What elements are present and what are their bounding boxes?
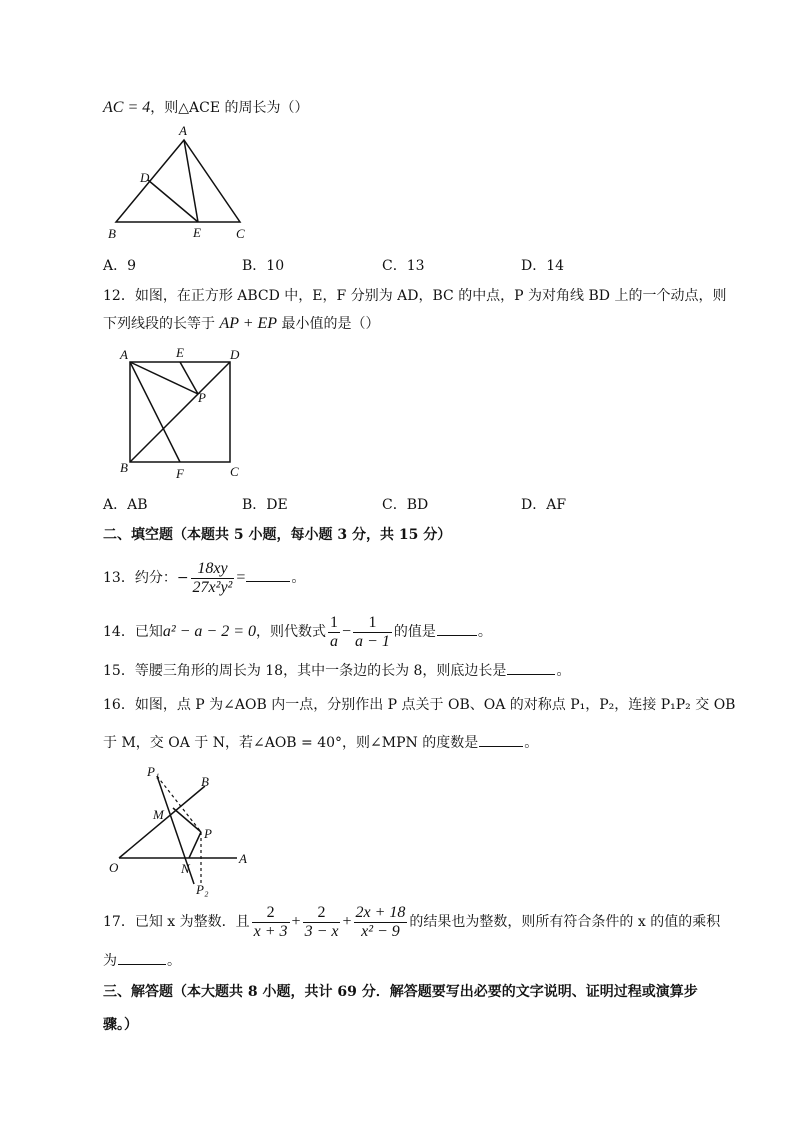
q13-answer-blank[interactable] [246, 567, 290, 582]
q14-minus: − [342, 623, 352, 640]
q17-line2 [103, 950, 181, 971]
q17-frac1-num: 2 [252, 904, 290, 923]
q17-frac1-den: x + 3 [253, 922, 288, 940]
q14-suffix: 的值是 [393, 624, 436, 640]
q11-label-a: A [179, 123, 187, 138]
q14-answer-blank[interactable] [437, 621, 477, 636]
q13-fraction [191, 560, 235, 597]
q16-answer-blank[interactable] [479, 732, 523, 747]
q16-label-p1: P₁ [147, 764, 160, 779]
q16-end: 。 [524, 735, 539, 751]
q16-label-p: P [204, 826, 212, 841]
q11-stem-text: ，则△ACE 的周长为（） [150, 100, 309, 116]
q14-frac2 [353, 614, 392, 651]
q12-line2-pre: 下列线段的长等于 [103, 316, 220, 332]
q17-prefix: 17．已知 x 为整数．且 [103, 914, 250, 930]
q17-frac3-den: x² − 9 [361, 922, 400, 940]
q16-angle-figure [103, 762, 263, 900]
q16-label-n: N [181, 861, 190, 876]
q12-option-a[interactable]: A．AB [103, 497, 148, 513]
q17-frac2-den: 3 − x [304, 922, 339, 940]
q13-frac-num: 18xy [191, 560, 235, 579]
q17-end: 。 [167, 953, 181, 969]
q11-stem [103, 98, 309, 118]
section2-title: 二、填空题（本题共 5 小题，每小题 3 分，共 15 分） [103, 527, 452, 543]
q12-label-c: C [230, 464, 239, 479]
q15 [103, 660, 570, 681]
q13-end: 。 [291, 570, 306, 586]
q17 [103, 902, 720, 942]
q11-label-c: C [236, 226, 245, 241]
q12-option-d[interactable]: D．AF [521, 497, 567, 513]
q11-option-b[interactable]: B．10 [242, 258, 285, 274]
q11-label-e: E [193, 225, 201, 240]
q14 [103, 612, 492, 652]
q11-label-d: D [140, 170, 150, 185]
q11-option-d[interactable]: D．14 [521, 258, 565, 274]
q12-label-b: B [120, 460, 128, 475]
q16-label-o: O [109, 860, 119, 875]
q17-plus2: + [342, 913, 352, 930]
q16-line2 [103, 732, 538, 753]
q15-answer-blank[interactable] [507, 660, 555, 675]
q12-square-figure [112, 342, 252, 484]
q17-line2-text: 为 [103, 953, 117, 969]
q17-answer-blank[interactable] [118, 950, 166, 965]
q13-frac-den: 27x²y² [192, 578, 233, 596]
section3-line2: 骤。） [103, 1017, 138, 1033]
q14-frac1-den: a [330, 632, 339, 650]
q11-stem-math: AC = 4 [103, 99, 151, 116]
q12-option-c[interactable]: C．BD [382, 497, 429, 513]
q17-frac3-num: 2x + 18 [355, 903, 406, 921]
q17-suffix: 的结果也为整数，则所有符合条件的 x 的值的乘积 [409, 914, 721, 930]
q15-text: 15．等腰三角形的周长为 18，其中一条边的长为 8，则底边长是 [103, 663, 507, 679]
q12-line2-post: 最小值的是（） [277, 316, 380, 332]
q13-prefix: 13．约分：− [103, 570, 189, 586]
section3-line1: 三、解答题（本大题共 8 小题，共计 69 分．解答题要写出必要的文字说明、证明过程或演算步 [103, 984, 698, 1000]
q17-frac1 [252, 904, 290, 941]
q11-option-a[interactable]: A．9 [103, 258, 137, 274]
q12-label-d: D [230, 347, 240, 362]
q14-frac1-num: 1 [330, 613, 339, 631]
q12-label-p: P [198, 390, 206, 405]
q17-frac2 [303, 904, 341, 941]
q17-frac2-num: 2 [303, 904, 341, 923]
q16-label-p2: P₂ [196, 882, 209, 897]
q14-prefix: 14．已知 [103, 624, 163, 640]
q14-mid: ，则代数式 [256, 624, 327, 640]
q16-line1: 16．如图，点 P 为∠AOB 内一点，分别作出 P 点关于 OB、OA 的对称点 P₁，P₂，连接 P₁P₂ 交 OB [103, 697, 736, 713]
q14-frac1 [328, 614, 340, 651]
q16-line2-text: 于 M，交 OA 于 N，若∠AOB = 40°，则∠MPN 的度数是 [103, 735, 479, 751]
q16-label-b: B [201, 774, 209, 789]
q16-label-a: A [239, 851, 247, 866]
q12-option-b[interactable]: B．DE [242, 497, 288, 513]
q17-plus1: + [291, 913, 301, 930]
q15-end: 。 [556, 663, 571, 679]
q14-frac2-den: a − 1 [355, 632, 390, 650]
q16-label-m: M [153, 807, 164, 822]
q12-line2-math: AP + EP [219, 315, 278, 332]
q14-frac2-num: 1 [353, 614, 392, 633]
q14-end: 。 [477, 624, 492, 640]
q12-label-e: E [176, 345, 184, 360]
q13 [103, 558, 305, 598]
q13-eq: = [236, 569, 246, 586]
q17-frac3 [354, 904, 408, 941]
q12-label-f: F [176, 466, 184, 481]
q11-option-c[interactable]: C．13 [382, 258, 425, 274]
q12-line1: 12．如图，在正方形 ABCD 中，E，F 分别为 AD，BC 的中点，P 为对角线 BD 上的一个动点，则 [103, 288, 727, 304]
q12-label-a: A [120, 347, 128, 362]
q12-line2 [103, 314, 380, 334]
q14-equation: a² − a − 2 = 0 [162, 623, 257, 640]
q11-label-b: B [108, 226, 116, 241]
q11-triangle-figure [100, 120, 260, 242]
